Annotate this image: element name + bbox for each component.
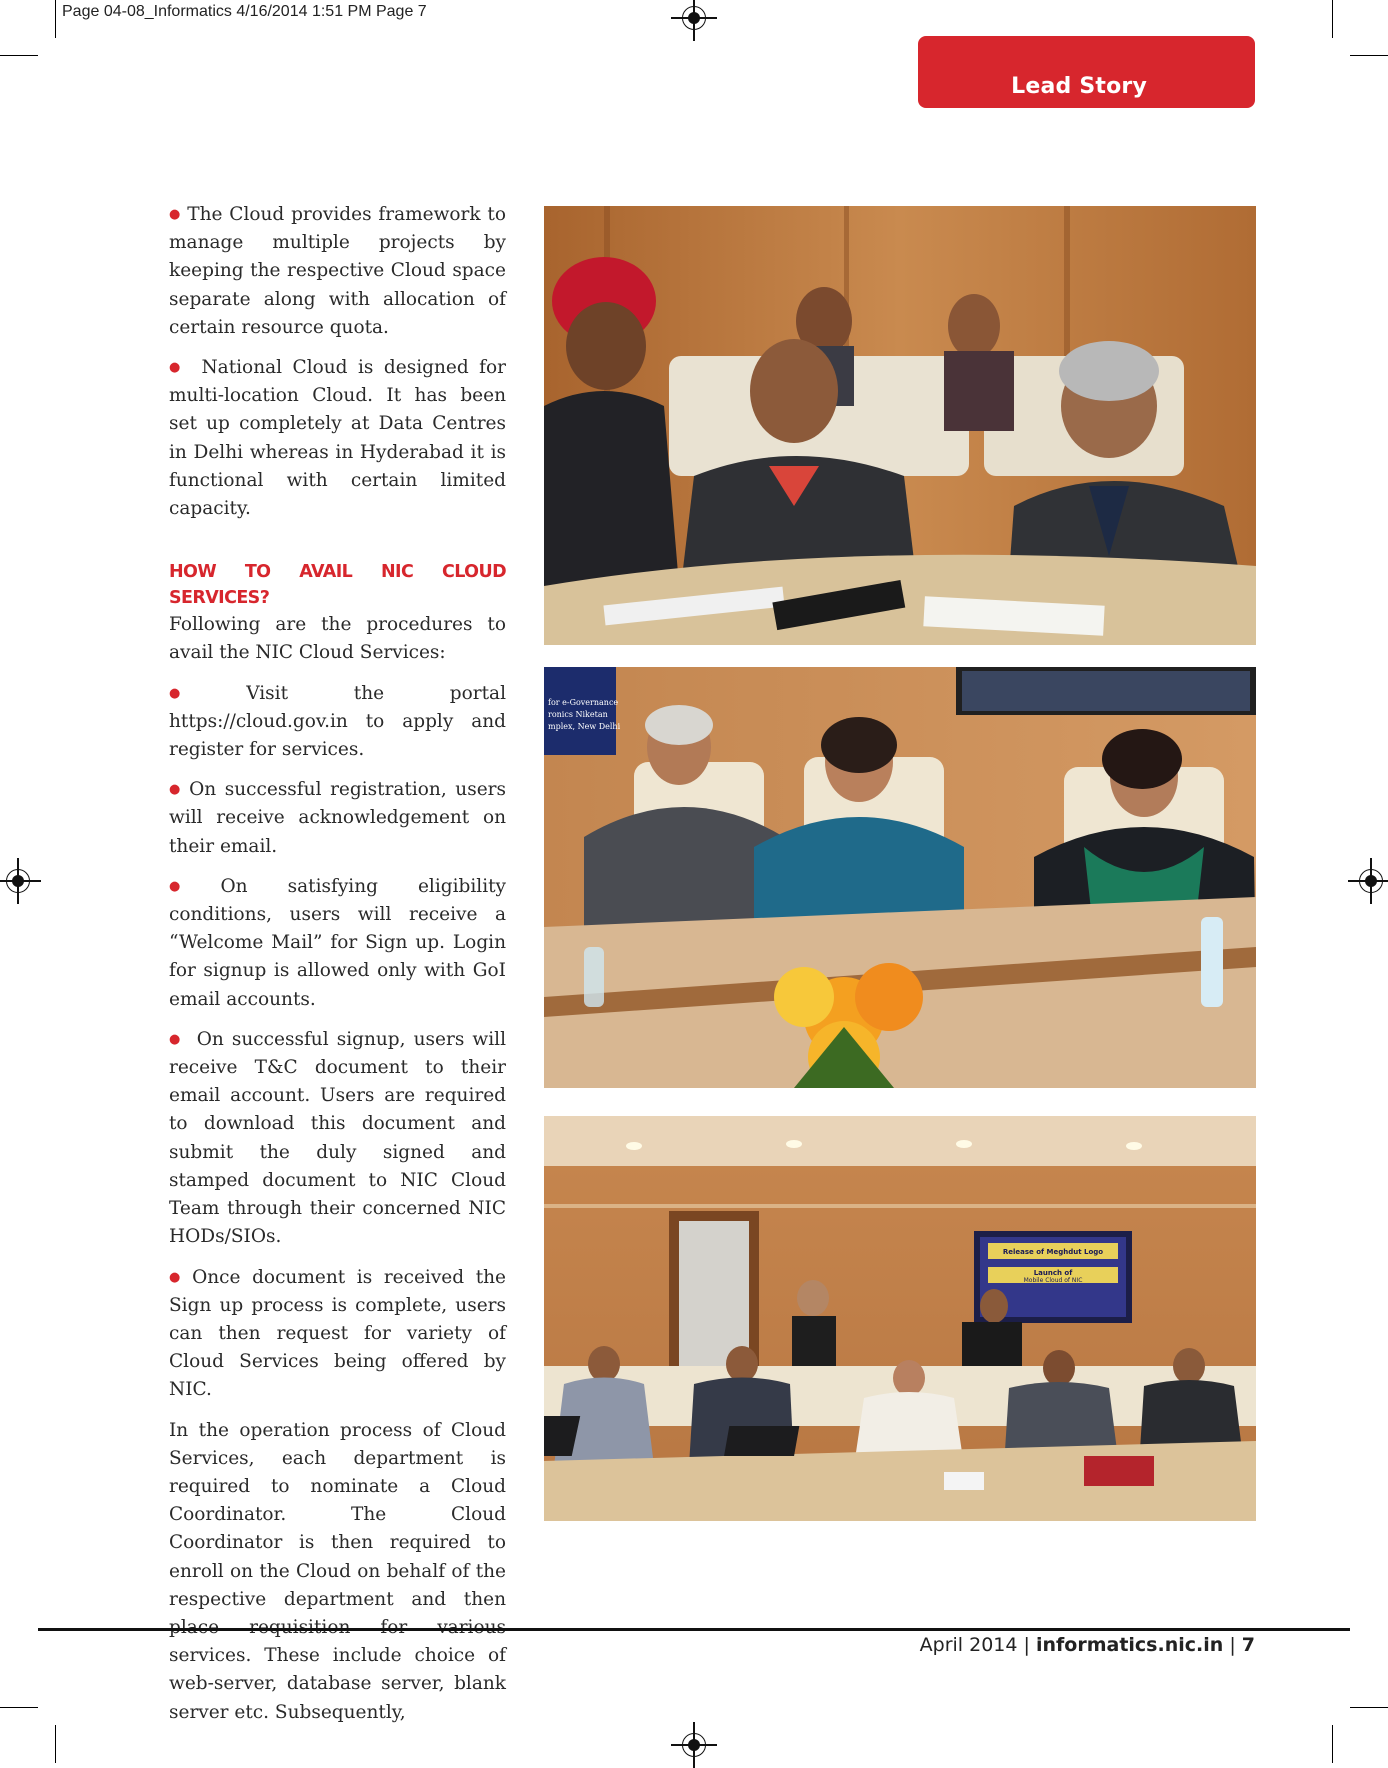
paragraph: ● On successful registration, users will receive acknowledgement on their email.: [169, 779, 506, 857]
crop-mark-br-h: [1350, 1707, 1388, 1708]
paragraph: ● On successful signup, users will receive T&C document to their email account. Users are required to download this document and submit the duly signed and stamped document to NIC Cloud Team through their concerned NIC HODs/SIOs.: [169, 1028, 507, 1248]
paragraph: In the operation process of Cloud Services, each department is required to nominate a Cloud Coordinator. The Cloud Coordinator is then required to enroll on the Cloud on behalf of the respective department and then services. These include choice of web-server, database server, blank server etc. Subsequently,: [169, 1419, 506, 1723]
section-tab: [918, 36, 1255, 108]
paragraph: ● On satisfying eligibility conditions, users will receive a “Welcome Mail” for Sign up. Login for signup is allowed only with GoI email accounts.: [169, 875, 506, 1010]
crop-mark-tl-h: [0, 55, 38, 56]
crop-mark-tr-v: [1332, 0, 1333, 38]
crop-mark-tr-h: [1350, 55, 1388, 56]
screen-line-1: Release of Meghdut Logo: [1002, 1248, 1104, 1256]
crop-mark-tl-v: [55, 0, 56, 38]
paragraph: ● Visit the portal https://cloud.gov.in to apply and register for services.: [169, 682, 507, 761]
page-footer: [920, 1634, 1255, 1656]
banner-line-2: ronics Niketan: [548, 710, 608, 719]
bullet-icon: ●: [169, 685, 241, 701]
article-column: [169, 201, 506, 1739]
photo-meeting-2: [544, 667, 1256, 1088]
paragraph: ● National Cloud is designed for multi-location Cloud. It has been set up completely at Data Centres in Delhi whereas in Hyderabad it is functional with certain limited capacity.: [169, 357, 507, 520]
photo-meeting-3: [544, 1116, 1256, 1521]
footer-separator: |: [1229, 1634, 1236, 1656]
bullet-icon: ●: [169, 207, 182, 222]
printer-slug: Page 04-08_Informatics 4/16/2014 1:51 PM Page 7: [62, 3, 427, 20]
bullet-icon: ●: [169, 782, 184, 798]
section-tab-label: Lead Story: [1011, 74, 1147, 99]
crop-mark-bl-v: [55, 1725, 56, 1763]
photo-meeting-1-image: [544, 206, 1256, 645]
registration-mark-left: [6, 869, 30, 893]
photo-meeting-2-image: [544, 667, 1256, 1088]
bullet-icon: ●: [169, 360, 185, 376]
registration-mark-bottom: [682, 1733, 706, 1757]
footer-issue: April 2014: [919, 1634, 1018, 1656]
paragraph: Following are the procedures to avail the NIC Cloud Services:: [169, 614, 506, 664]
paragraph: ● The Cloud provides framework to manage multiple projects by keeping the respective Cloud space separate along with allocation of certain resource quota.: [169, 204, 506, 338]
bullet-icon: ●: [169, 1031, 183, 1047]
page-number: 7: [1241, 1634, 1255, 1656]
footer-separator: |: [1023, 1634, 1030, 1656]
photo-meeting-3-image: [544, 1116, 1256, 1521]
paragraph: ● Once document is received the Sign up process is complete, users can then request for variety of Cloud Services being offered by NIC.: [169, 1266, 506, 1401]
crop-mark-br-v: [1332, 1725, 1333, 1763]
bullet-icon: ●: [169, 1269, 187, 1285]
screen-line-3: Mobile Cloud of NIC: [1023, 1277, 1083, 1284]
registration-mark-right: [1359, 869, 1383, 893]
footer-site: informatics.nic.in: [1035, 1634, 1224, 1656]
footer-rule: [38, 1628, 1350, 1631]
bullet-icon: ●: [169, 878, 215, 894]
section-heading: HOW TO AVAIL NIC CLOUD SERVICES?: [169, 562, 506, 609]
banner-line-1: for e-Governance: [548, 698, 619, 707]
banner-line-3: mplex, New Delhi: [548, 722, 621, 731]
screen-line-2: Launch of: [1033, 1269, 1073, 1277]
photo-meeting-1: [544, 206, 1256, 645]
registration-mark-top: [682, 6, 706, 30]
crop-mark-bl-h: [0, 1707, 38, 1708]
